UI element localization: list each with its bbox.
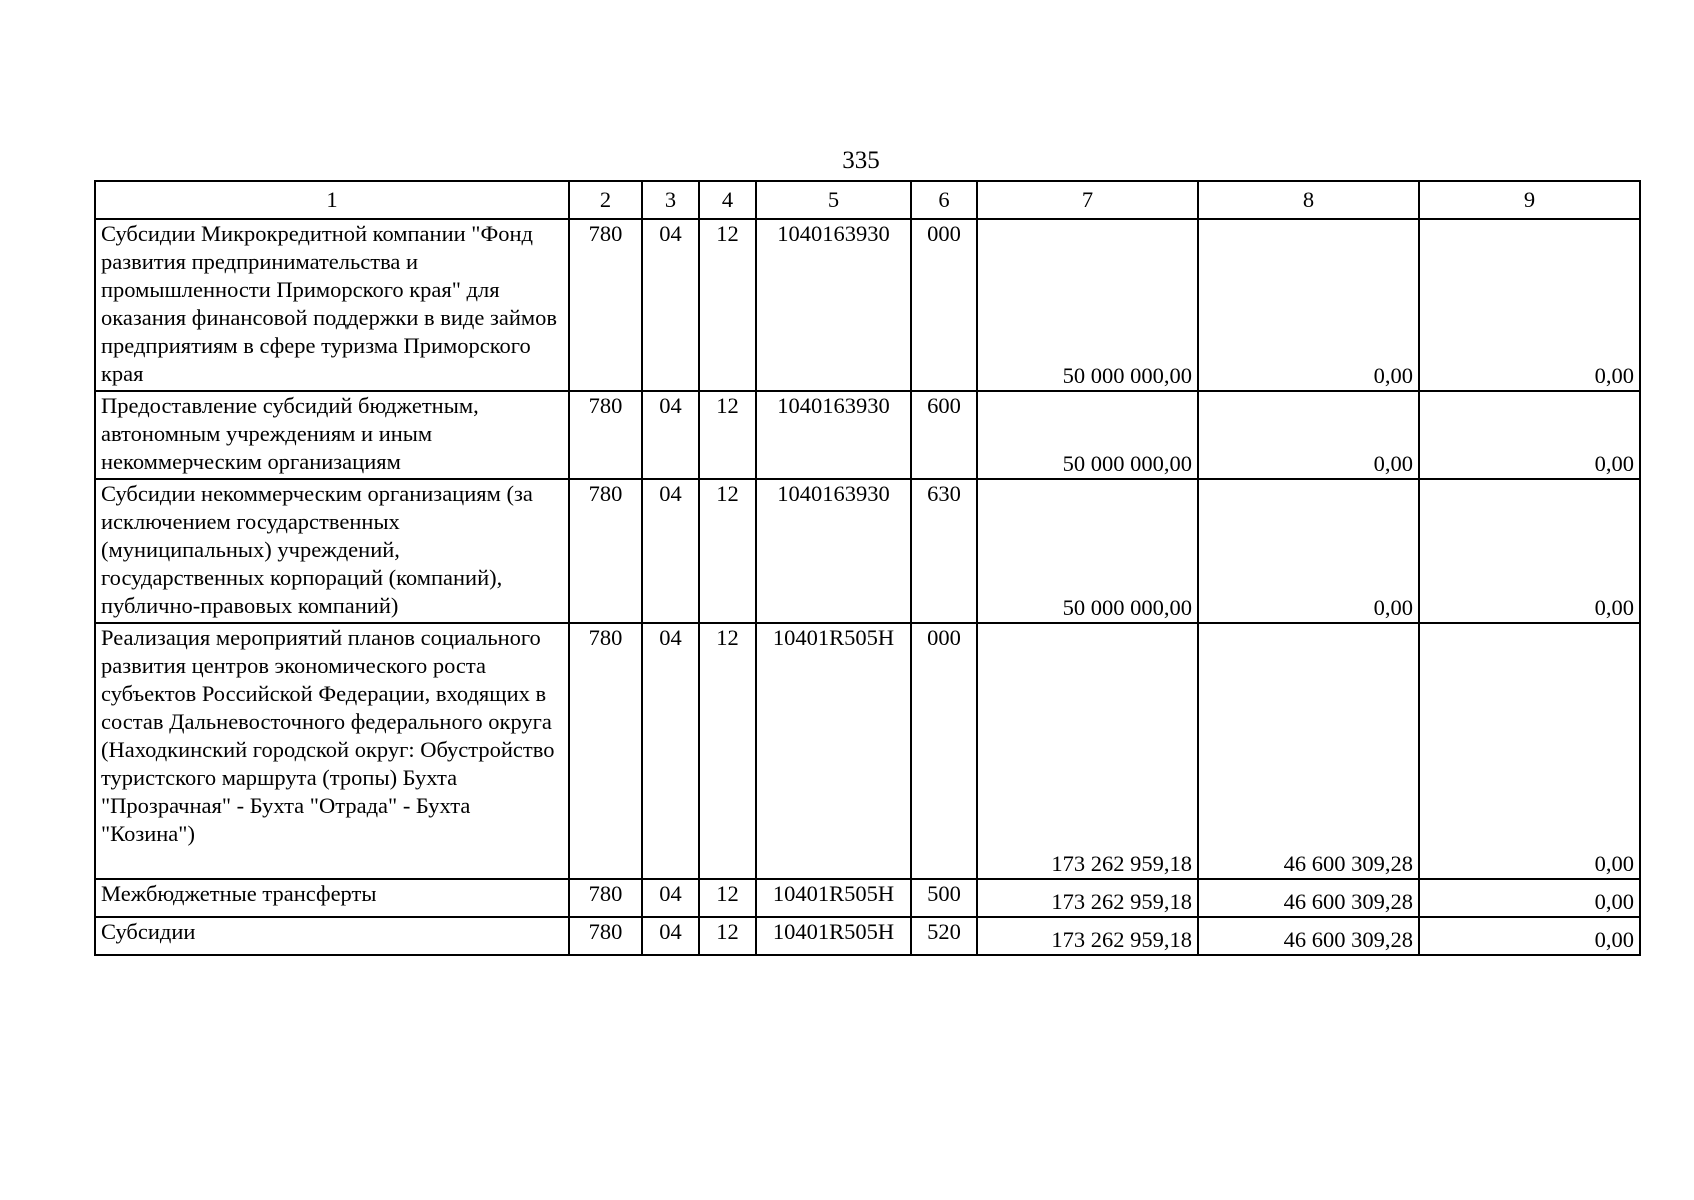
section-code: 04 — [642, 479, 699, 623]
target-article-code: 10401R505H — [756, 623, 911, 879]
amount-col9: 0,00 — [1419, 479, 1640, 623]
amount-col7: 50 000 000,00 — [977, 219, 1198, 391]
amount-col9: 0,00 — [1419, 623, 1640, 879]
expense-type-code: 630 — [911, 479, 977, 623]
column-header: 2 — [569, 181, 642, 219]
amount-col7: 173 262 959,18 — [977, 879, 1198, 917]
column-header: 6 — [911, 181, 977, 219]
subsection-code: 12 — [699, 623, 756, 879]
amount-col7: 173 262 959,18 — [977, 623, 1198, 879]
section-code: 04 — [642, 623, 699, 879]
section-code: 04 — [642, 879, 699, 917]
ministry-code: 780 — [569, 623, 642, 879]
ministry-code: 780 — [569, 917, 642, 955]
amount-col7: 50 000 000,00 — [977, 479, 1198, 623]
subsection-code: 12 — [699, 479, 756, 623]
budget-table — [94, 180, 1641, 956]
column-header: 9 — [1419, 181, 1640, 219]
amount-col7: 50 000 000,00 — [977, 391, 1198, 479]
amount-col8: 0,00 — [1198, 479, 1419, 623]
section-code: 04 — [642, 917, 699, 955]
column-header: 8 — [1198, 181, 1419, 219]
row-name: Субсидии некоммерческим организациям (за исключением государственных (муниципальных) учреждений, государственных корпораций (компаний), публично-правовых компаний) — [95, 479, 569, 623]
target-article-code: 1040163930 — [756, 391, 911, 479]
ministry-code: 780 — [569, 219, 642, 391]
table-row — [95, 623, 1640, 879]
subsection-code: 12 — [699, 219, 756, 391]
ministry-code: 780 — [569, 391, 642, 479]
expense-type-code: 500 — [911, 879, 977, 917]
table-row — [95, 917, 1640, 955]
column-header: 1 — [95, 181, 569, 219]
subsection-code: 12 — [699, 879, 756, 917]
section-code: 04 — [642, 391, 699, 479]
table-header-row — [95, 181, 1640, 219]
expense-type-code: 600 — [911, 391, 977, 479]
table-row — [95, 219, 1640, 391]
column-header: 3 — [642, 181, 699, 219]
target-article-code: 10401R505H — [756, 879, 911, 917]
amount-col8: 46 600 309,28 — [1198, 917, 1419, 955]
row-name: Межбюджетные трансферты — [95, 879, 569, 917]
amount-col9: 0,00 — [1419, 391, 1640, 479]
amount-col7: 173 262 959,18 — [977, 917, 1198, 955]
target-article-code: 1040163930 — [756, 219, 911, 391]
section-code: 04 — [642, 219, 699, 391]
expense-type-code: 520 — [911, 917, 977, 955]
expense-type-code: 000 — [911, 219, 977, 391]
expense-type-code: 000 — [911, 623, 977, 879]
amount-col8: 46 600 309,28 — [1198, 879, 1419, 917]
column-header: 5 — [756, 181, 911, 219]
table-row — [95, 479, 1640, 623]
target-article-code: 10401R505H — [756, 917, 911, 955]
ministry-code: 780 — [569, 479, 642, 623]
amount-col8: 46 600 309,28 — [1198, 623, 1419, 879]
column-header: 7 — [977, 181, 1198, 219]
amount-col9: 0,00 — [1419, 219, 1640, 391]
ministry-code: 780 — [569, 879, 642, 917]
row-name: Субсидии — [95, 917, 569, 955]
table-row — [95, 879, 1640, 917]
subsection-code: 12 — [699, 391, 756, 479]
page-number: 335 — [842, 147, 880, 174]
amount-col9: 0,00 — [1419, 879, 1640, 917]
amount-col8: 0,00 — [1198, 219, 1419, 391]
row-name: Предоставление субсидий бюджетным, автономным учреждениям и иным некоммерческим организациям — [95, 391, 569, 479]
target-article-code: 1040163930 — [756, 479, 911, 623]
subsection-code: 12 — [699, 917, 756, 955]
table-row — [95, 391, 1640, 479]
amount-col8: 0,00 — [1198, 391, 1419, 479]
row-name: Субсидии Микрокредитной компании "Фонд развития предпринимательства и промышленности Приморского края" для оказания финансовой поддержки в виде займов предприятиям в сфере туризма Приморского края — [95, 219, 569, 391]
column-header: 4 — [699, 181, 756, 219]
row-name: Реализация мероприятий планов социального развития центров экономического роста субъектов Российской Федерации, входящих в состав Дальневосточного федерального округа (Находкинский городской округ: Обустройство туристского маршрута (тропы) Бухта "Прозрачная" - Бухта "Отрада" - Бухта "Козина") — [95, 623, 569, 879]
amount-col9: 0,00 — [1419, 917, 1640, 955]
